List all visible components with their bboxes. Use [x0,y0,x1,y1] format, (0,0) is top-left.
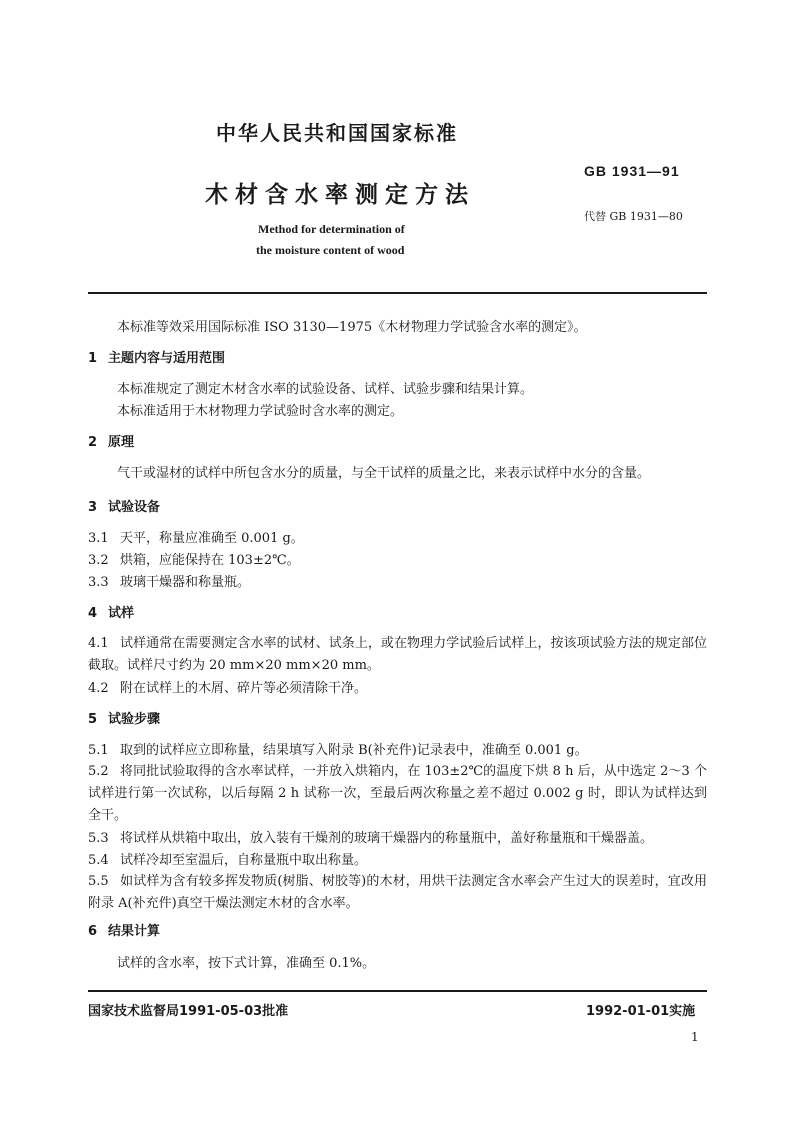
section-title: 原理 [108,435,135,450]
section-heading [88,496,160,515]
clause-number: 3.3 [88,575,109,590]
paragraph: 气干或湿材的试样中所包含水分的质量，与全干试样的质量之比，来表示试样中水分的含量。 [117,466,651,481]
clause-text: 如试样为含有较多挥发物质(树脂、树胶等)的木材，用烘干法测定含水率会产生过大的误差时，宜改用附录 A(补充件)真空干燥法测定木材的含水率。 [88,874,707,911]
section-heading [88,708,160,727]
header-rule [88,292,707,294]
section-number: 4 [88,606,98,621]
paragraph: 本标准规定了测定木材含水率的试验设备、试样、试验步骤和结果计算。 [117,382,534,397]
section-number: 2 [88,435,98,450]
standard-number: GB 1931—91 [584,163,680,179]
page-number: 1 [691,1030,699,1044]
clause-text: 烘箱，应能保持在 103±2℃。 [120,553,300,568]
clause [88,571,250,590]
clause [88,633,707,677]
clause [88,871,707,915]
clause-text: 取到的试样应立即称量，结果填写入附录 B(补充件)记录表中，准确至 0.001 g。 [120,743,588,758]
clause [88,827,653,846]
clause-text: 将试样从烘箱中取出，放入装有干燥剂的玻璃干燥器内的称量瓶中，盖好称量瓶和干燥器盖。 [120,831,654,846]
paragraph: 试样的含水率，按下式计算，准确至 0.1%。 [117,956,376,971]
clause [88,739,588,758]
clause-text: 将同批试验取得的含水率试样，一并放入烘箱内，在 103±2℃的温度下烘 8 h 后，从中选定 2～3 个试样进行第一次试称，以后每隔 2 h 试称一次，至最后两次称量之差不超过 0.002 g 时，即认为试样达到全干。 [88,764,707,823]
section-heading [88,920,160,939]
english-title-line-2: the moisture content of wood [256,243,405,257]
document-title: 木材含水率测定方法 [205,182,475,208]
section-heading [88,602,134,621]
clause-number: 3.2 [88,553,109,568]
english-title-line-1: Method for determination of [258,222,405,236]
approval-line: 国家技术监督局1991-05-03批准 [88,1004,289,1019]
section-heading [88,347,225,366]
section-heading [88,431,134,450]
section-number: 6 [88,924,98,939]
intro-paragraph: 本标准等效采用国际标准 ISO 3130—1975《木材物理力学试验含水率的测定》。 [117,320,587,335]
clause-number: 3.1 [88,531,109,546]
footer-rule [88,990,707,992]
section-number: 1 [88,351,98,366]
section-number: 5 [88,712,98,727]
clause-number: 5.2 [88,764,109,779]
national-standard-heading: 中华人民共和国国家标准 [216,121,458,145]
paragraph: 本标准适用于木材物理力学试验时含水率的测定。 [117,404,404,419]
clause-number: 5.1 [88,743,109,758]
clause-text: 试样冷却至室温后，自称量瓶中取出称量。 [120,853,368,868]
section-title: 试验步骤 [108,712,161,727]
effective-date: 1992-01-01实施 [586,1004,696,1019]
section-number: 3 [88,500,98,515]
clause-text: 玻璃干燥器和称量瓶。 [120,575,251,590]
section-title: 试验设备 [108,500,161,515]
clause-text: 试样通常在需要测定含水率的试材、试条上，或在物理力学试验后试样上，按该项试验方法的规定部位截取。试样尺寸约为 20 mm×20 mm×20 mm。 [88,636,707,673]
section-title: 主题内容与适用范围 [108,351,226,366]
clause [88,677,367,696]
clause [88,761,707,827]
clause-number: 5.3 [88,831,109,846]
clause [88,527,304,546]
clause [88,849,367,868]
clause-number: 5.4 [88,853,109,868]
replaces-note: 代替 GB 1931—80 [584,210,683,223]
clause-number: 4.2 [88,681,109,696]
clause-text: 附在试样上的木屑、碎片等必须清除干净。 [120,681,368,696]
clause-number: 4.1 [88,636,109,651]
clause [88,549,300,568]
section-title: 试样 [108,606,135,621]
clause-text: 天平，称量应准确至 0.001 g。 [120,531,304,546]
clause-number: 5.5 [88,874,109,889]
section-title: 结果计算 [108,924,161,939]
